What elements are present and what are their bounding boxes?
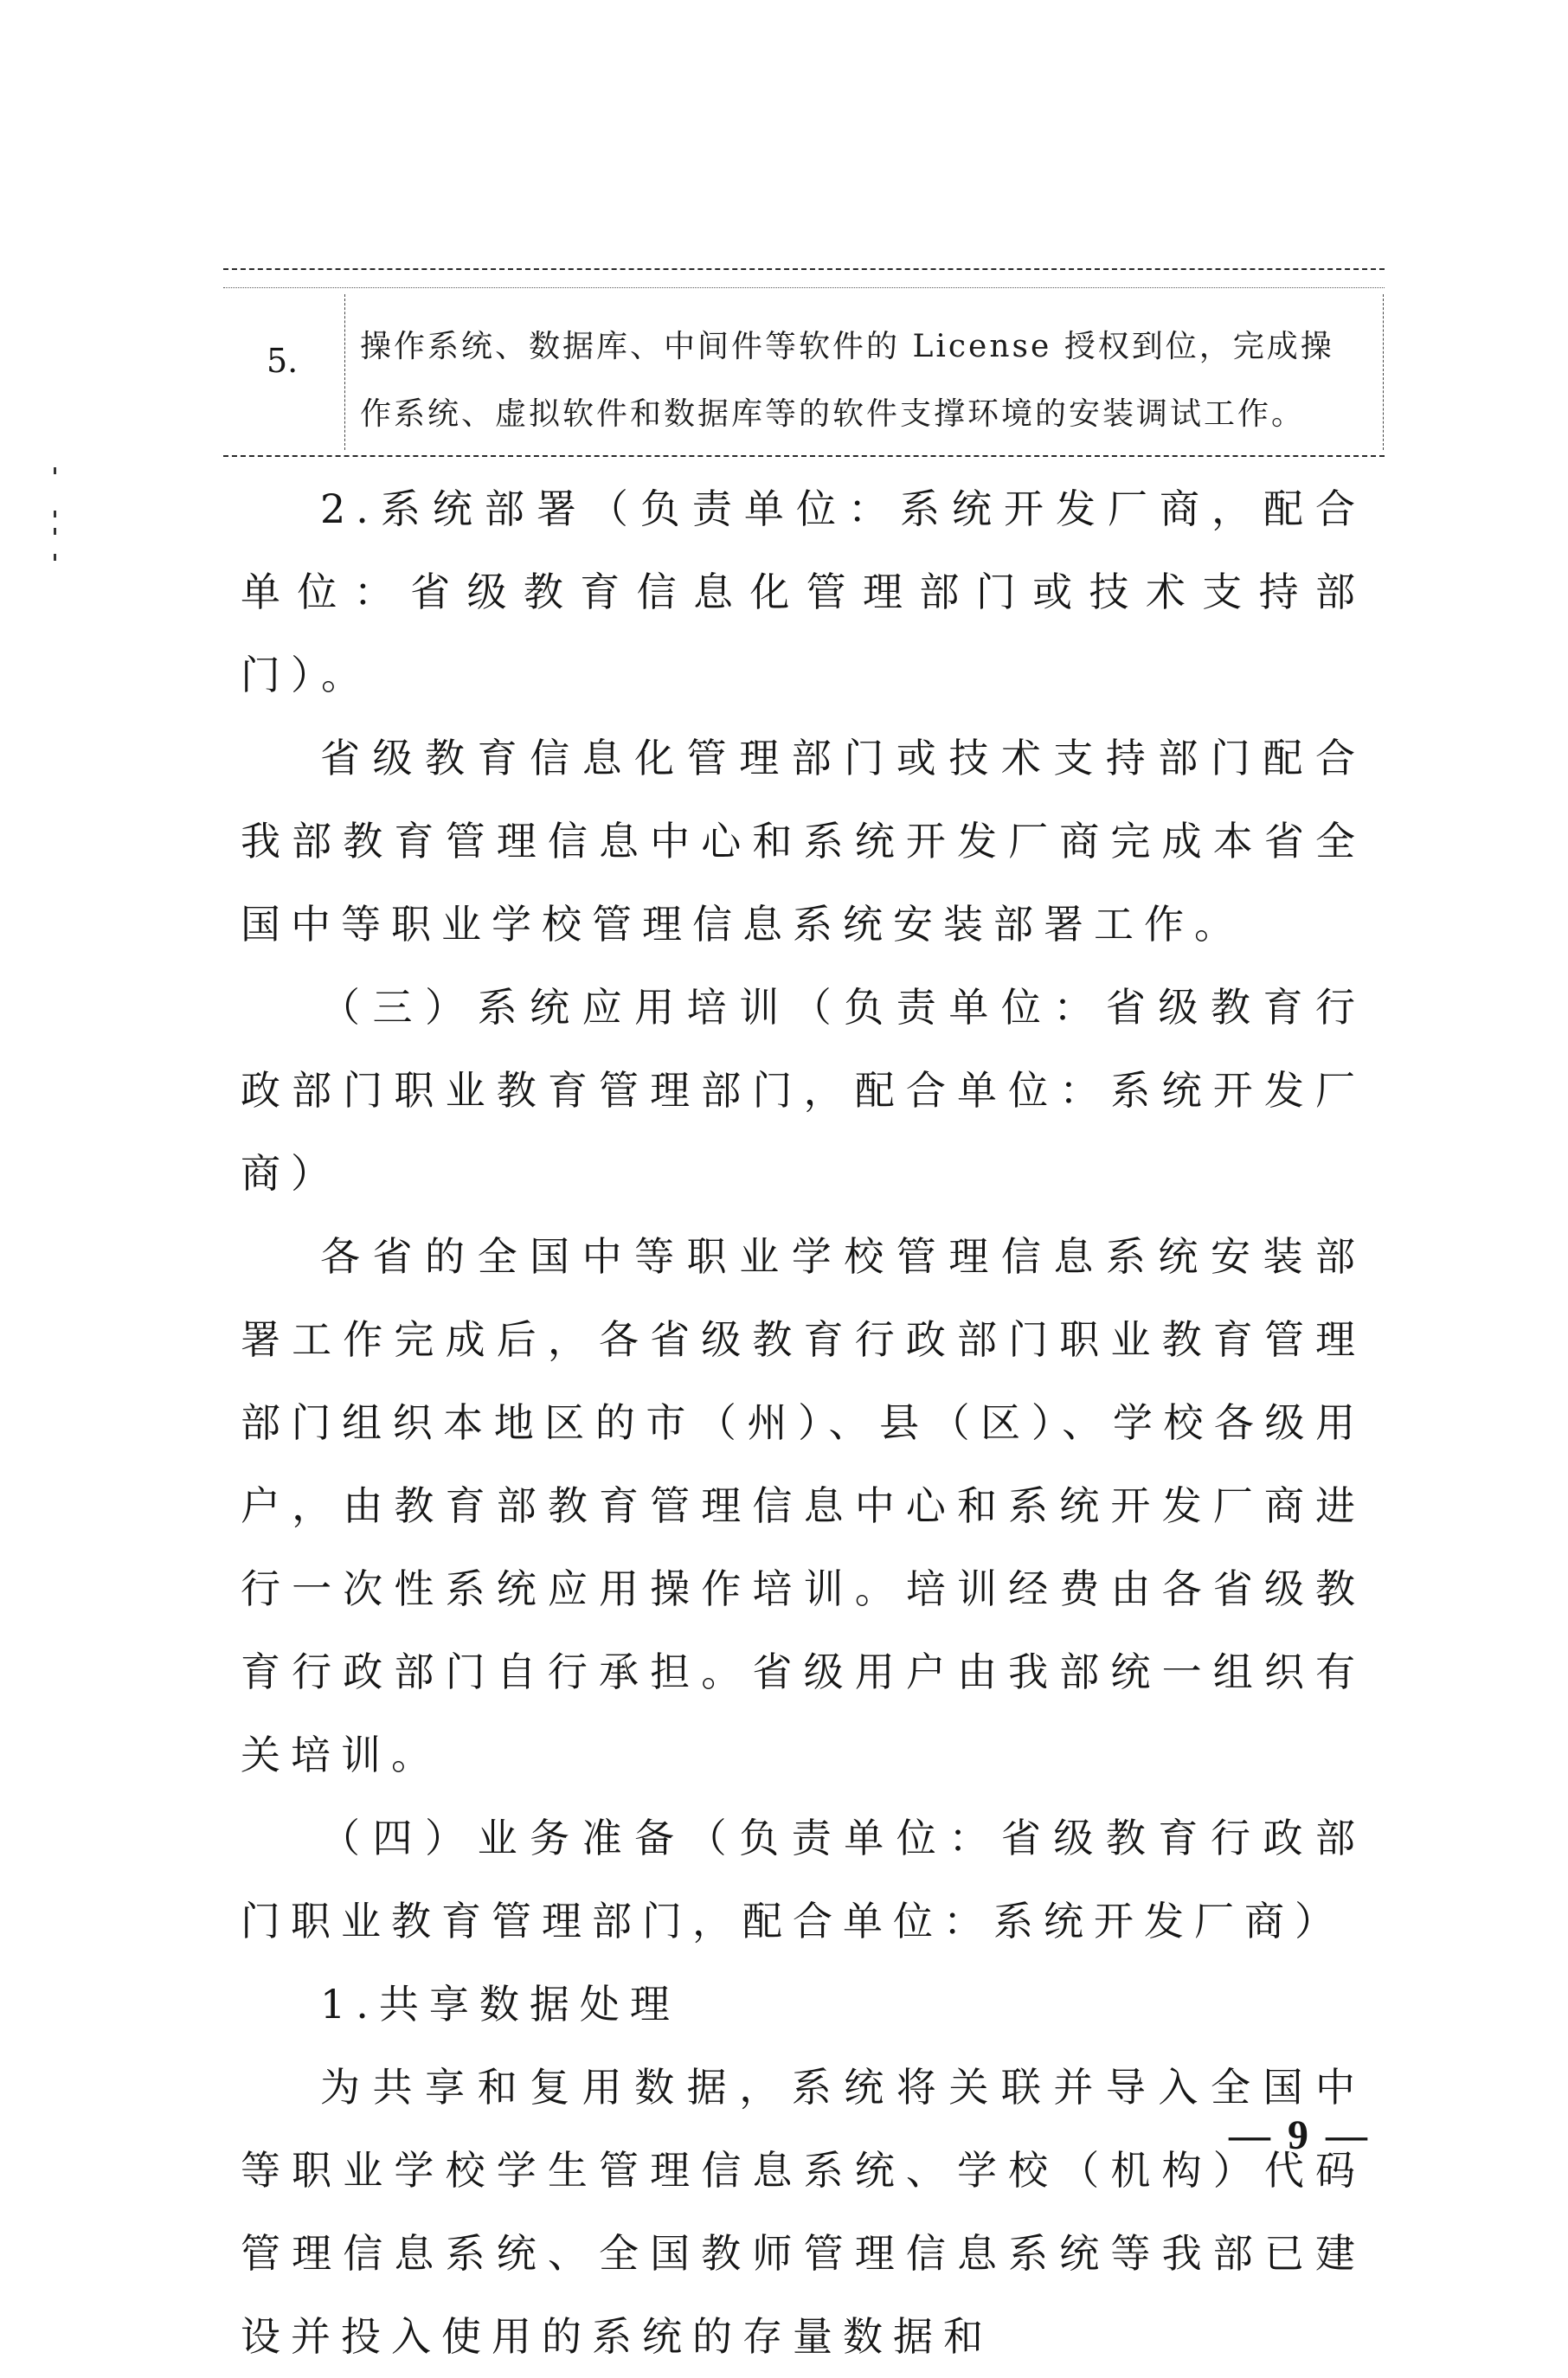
- table-inner-border: [223, 287, 1385, 288]
- table-row-number: 5.: [267, 342, 299, 380]
- body-text: [241, 467, 1366, 2378]
- table-bottom-border: [223, 455, 1385, 457]
- paragraph-training-detail: 各省的全国中等职业学校管理信息系统安装部署工作完成后，各省级教育行政部门职业教育管理部门组织本地区的市（州）、县（区）、学校各级用户，由教育部教育管理信息中心和系统开发厂商进行一次性系统应用操作培训。培训经费由各省级教育行政部门自行承担。省级用户由我部统一组织有关培训。: [241, 1233, 1366, 1778]
- binding-mark: [54, 554, 56, 561]
- table-row-line: 操作系统、数据库、中间件等软件的 License 授权到位，完成操: [360, 329, 1334, 364]
- table-fragment: [223, 268, 1385, 459]
- table-right-border: [1383, 294, 1384, 450]
- table-row-text: [360, 313, 1381, 448]
- table-row-line: 作系统、虚拟软件和数据库等的软件支撑环境的安装调试工作。: [360, 396, 1306, 432]
- paragraph-shared-data-detail: 为共享和复用数据，系统将关联并导入全国中等职业学校学生管理信息系统、学校（机构）代码管理信息系统、全国教师管理信息系统等我部已建设并投入使用的系统的存量数据和: [241, 2064, 1366, 2360]
- binding-mark: [54, 511, 56, 517]
- binding-mark: [54, 467, 56, 474]
- paragraph-system-deployment: 2.系统部署（负责单位：系统开发厂商，配合单位：省级教育信息化管理部门或技术支持部门）。: [241, 485, 1366, 698]
- table-column-divider: [344, 294, 345, 450]
- section-heading-training: （三）系统应用培训（负责单位：省级教育行政部门职业教育管理部门，配合单位：系统开发厂商）: [241, 984, 1366, 1197]
- table-top-border: [223, 268, 1385, 270]
- section-heading-business-prep: （四）业务准备（负责单位：省级教育行政部门职业教育管理部门，配合单位：系统开发厂商）: [241, 1815, 1366, 1944]
- subheading-shared-data: 1.共享数据处理: [320, 1981, 680, 2028]
- paragraph-deployment-detail: 省级教育信息化管理部门或技术支持部门配合我部教育管理信息中心和系统开发厂商完成本省全国中等职业学校管理信息系统安装部署工作。: [241, 735, 1366, 948]
- binding-mark: [54, 528, 56, 535]
- page-number: — 9 —: [1229, 2112, 1371, 2158]
